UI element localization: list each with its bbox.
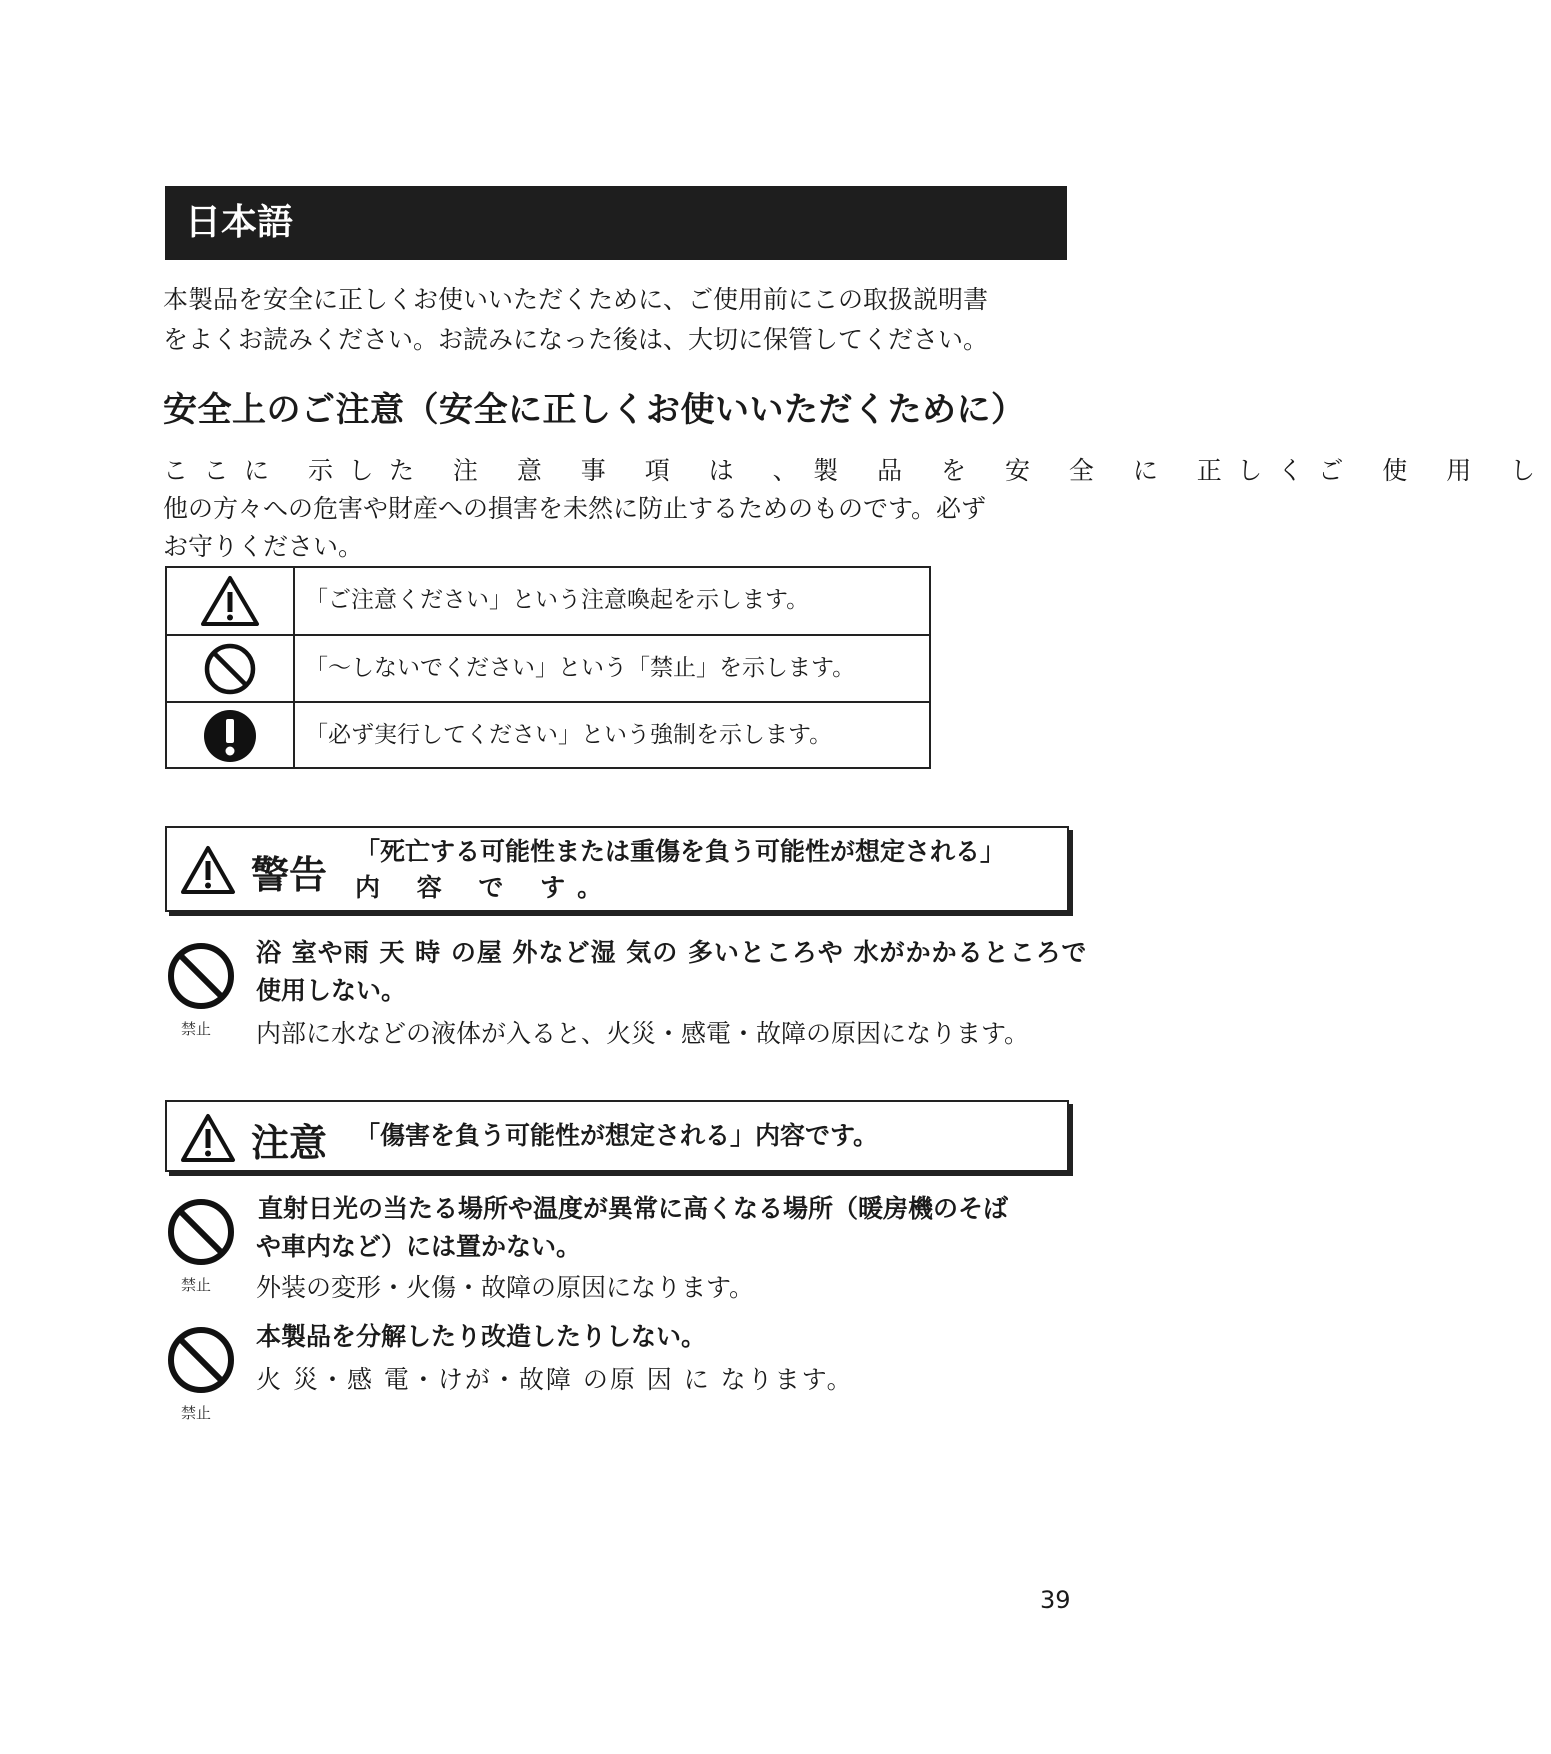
caution-triangle-icon <box>179 1112 237 1164</box>
warning-word: 警告 <box>251 853 328 897</box>
prohibition-icon <box>165 940 237 1012</box>
symbol-legend-table <box>165 566 931 769</box>
legend-text: 「必ず実行してください」という強制を示します。 <box>305 722 833 748</box>
warning-item-prohibit-icon-group <box>165 940 237 1038</box>
note-line: お守りください。 <box>163 532 364 561</box>
legend-row <box>167 634 929 702</box>
warning-item-body: 内部に水などの液体が入ると、火災・感電・故障の原因になります。 <box>256 1019 1030 1048</box>
intro-line: をよくお読みください。お読みになった後は、大切に保管してください。 <box>163 325 989 354</box>
page-number: 39 <box>1040 1586 1071 1614</box>
intro-line: 本製品を安全に正しくお使いいただくために、ご使用前にこの取扱説明書 <box>163 285 989 314</box>
safety-heading: 安全上のご注意（安全に正しくお使いいただくために） <box>163 390 1026 430</box>
caution-desc: 「傷害を負う可能性が想定される」内容です。 <box>355 1121 879 1150</box>
prohibition-icon <box>165 1324 237 1396</box>
caution-triangle-icon <box>167 568 295 634</box>
caution-item-title: 直射日光の当たる場所や温度が異常に高くなる場所（暖房機のそば <box>258 1194 1009 1223</box>
prohibit-label: 禁止 <box>181 1404 212 1422</box>
warning-item-title: 使用しない。 <box>256 976 407 1005</box>
warning-header-box <box>165 826 1069 912</box>
caution-item-prohibit-icon-group <box>165 1324 237 1422</box>
caution-item-title: 本製品を分解したり改造したりしない。 <box>256 1322 707 1351</box>
caution-item-body: 外装の変形・火傷・故障の原因になります。 <box>256 1273 755 1302</box>
caution-item-prohibit-icon-group <box>165 1196 237 1294</box>
note-line: 他の方々への危害や財産への損害を未然に防止するためのものです。必ず <box>163 494 987 523</box>
note-line: ここに 示した 注 意 事 項 は 、製 品 を 安 全 に 正しくご 使 用 し <box>163 456 1551 485</box>
prohibition-icon <box>167 636 295 702</box>
warning-triangle-icon <box>179 844 237 896</box>
section-title: 日本語 <box>165 186 1067 260</box>
prohibition-icon <box>165 1196 237 1268</box>
intro-paragraph <box>163 280 1103 360</box>
caution-header-box <box>165 1100 1069 1172</box>
legend-row <box>167 568 929 634</box>
caution-word: 注意 <box>251 1121 328 1165</box>
mandatory-exclamation-icon <box>167 703 295 769</box>
warning-item-title: 浴 室や雨 天 時 の屋 外など湿 気の 多いところや 水がかかるところで <box>256 938 1088 967</box>
caution-item-body: 火 災・感 電・けが・故障 の原 因 に なります。 <box>256 1365 854 1394</box>
legend-row <box>167 701 929 769</box>
note-paragraph <box>163 452 1551 566</box>
prohibit-label: 禁止 <box>181 1020 212 1038</box>
warning-desc-line: 「死亡する可能性または重傷を負う可能性が想定される」 <box>355 837 1006 866</box>
warning-desc-line: 内 容 で す。 <box>355 873 617 902</box>
prohibit-label: 禁止 <box>181 1276 212 1294</box>
legend-text: 「ご注意ください」という注意喚起を示します。 <box>305 587 810 613</box>
caution-item-title: や車内など）には置かない。 <box>256 1232 582 1261</box>
legend-text: 「〜しないでください」という「禁止」を示します。 <box>305 655 856 681</box>
